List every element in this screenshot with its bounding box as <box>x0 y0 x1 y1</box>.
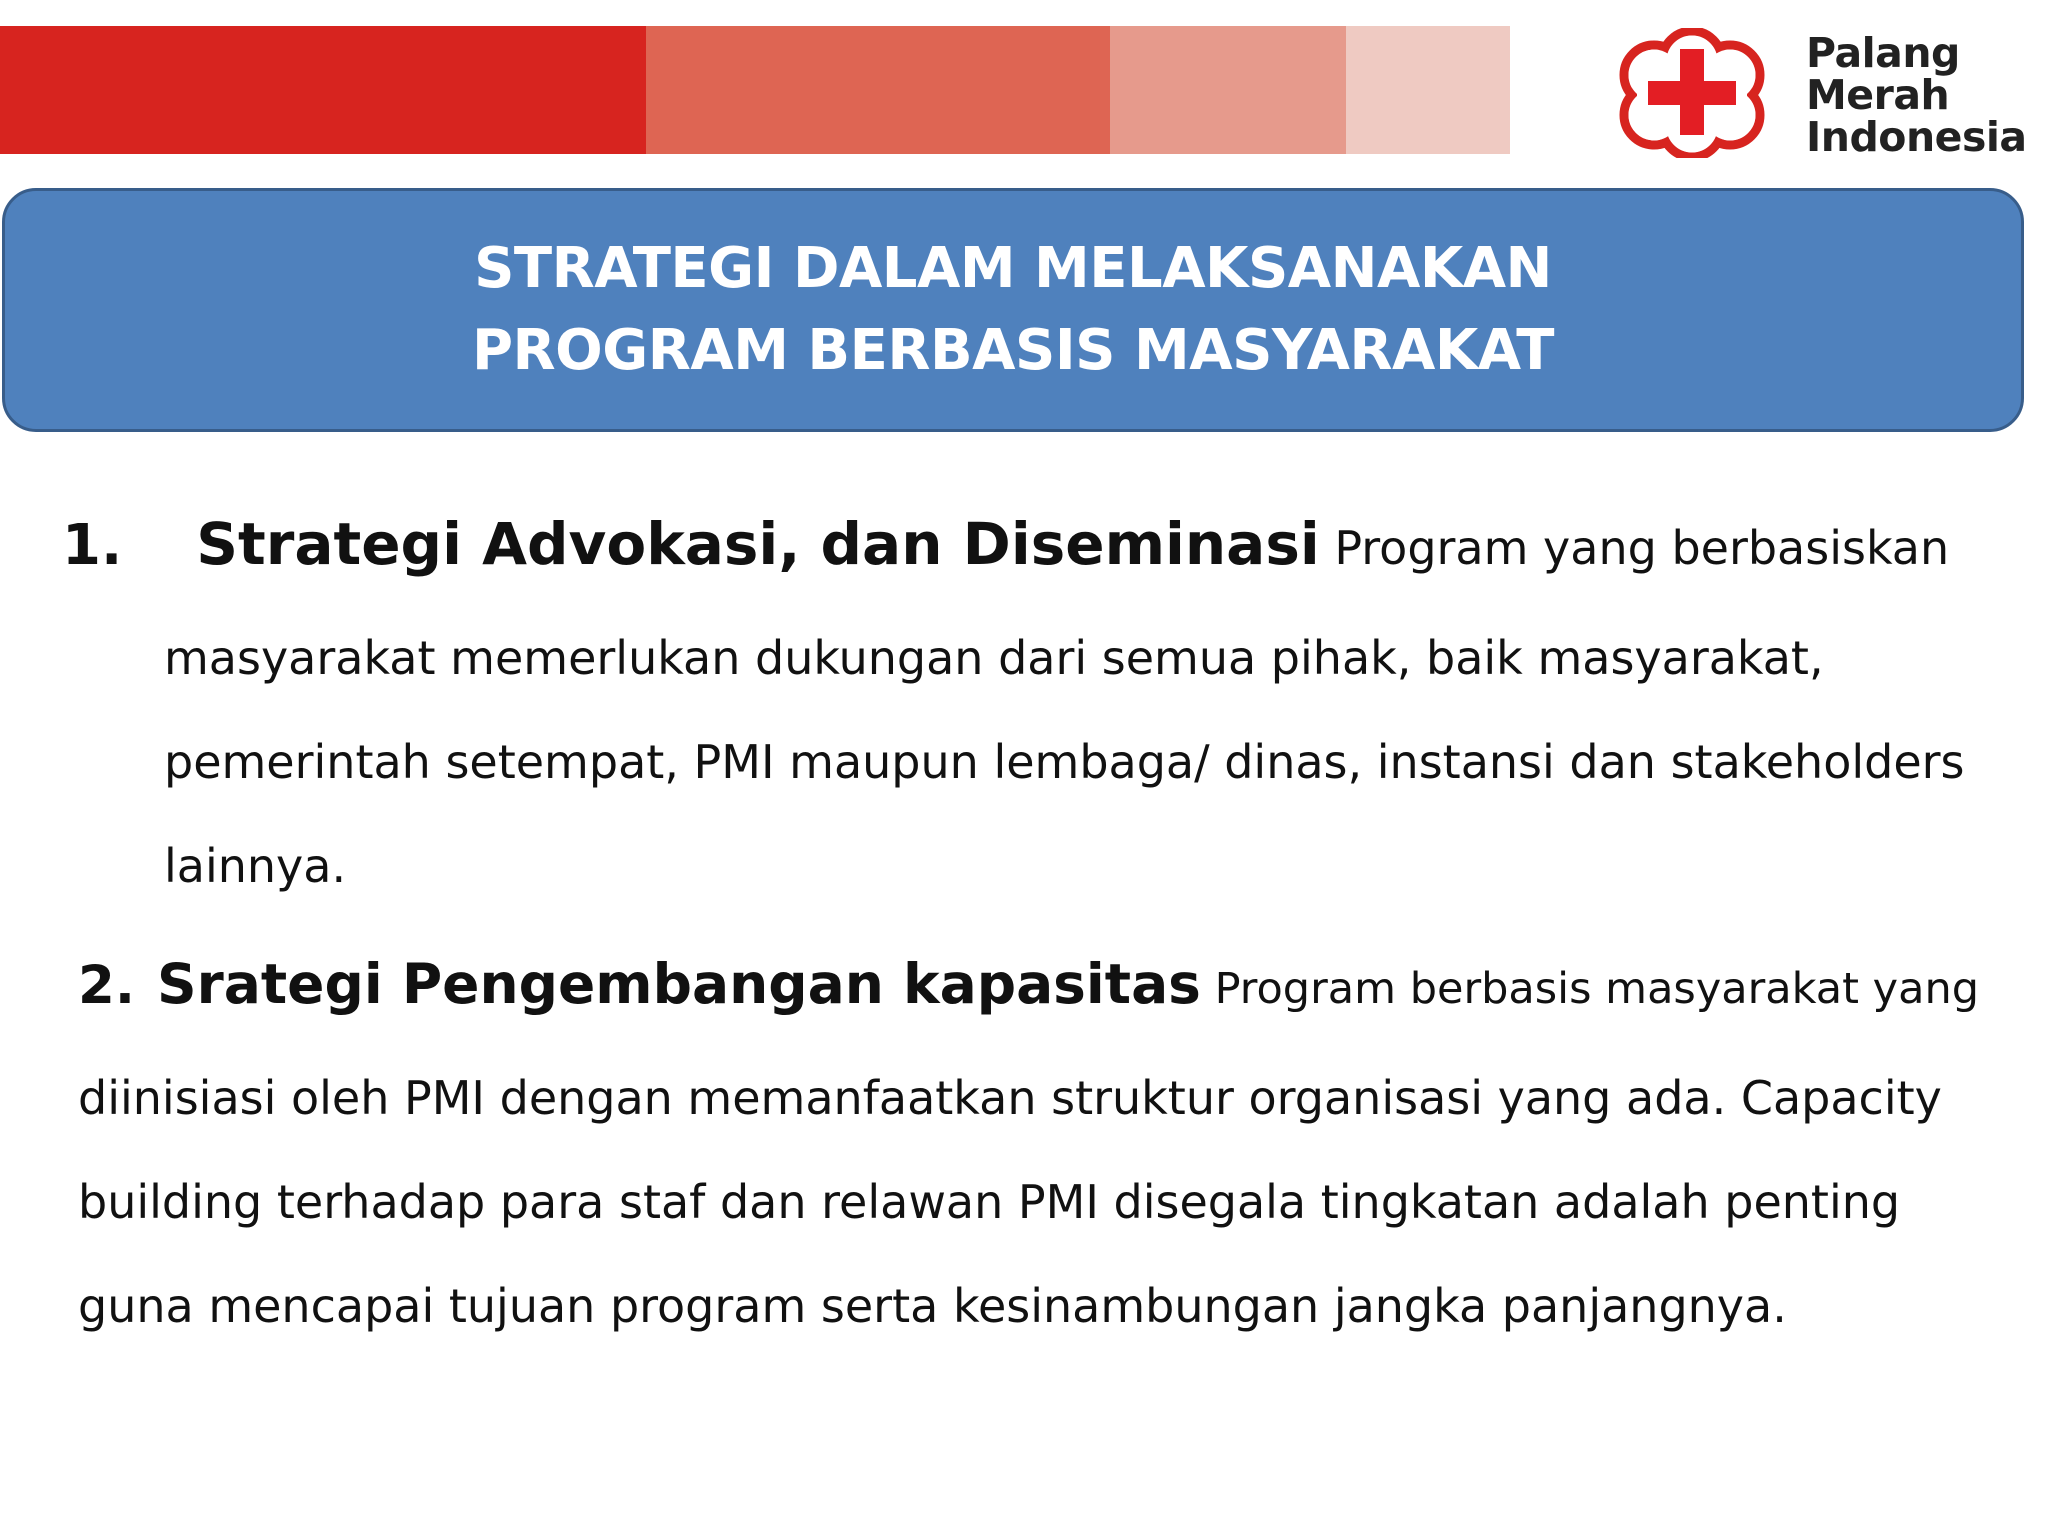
logo-text-line1: Palang <box>1806 29 1960 77</box>
list-item-2-text-line1: Program berbasis masyarakat yang <box>1214 964 1980 1014</box>
list-item-2-text-line2: diinisiasi oleh PMI dengan memanfaatkan struktur organisasi yang ada. Capacity <box>78 1071 1942 1125</box>
logo-text-line2: Merah <box>1806 71 1950 119</box>
list-item-2-text-line3: building terhadap para staf dan relawan PMI disegala tingkatan adalah penting <box>78 1175 1901 1229</box>
list-item-1-text-line1: Program yang berbasiskan <box>1334 521 1950 575</box>
list-item-2-number: 2. <box>78 955 136 1016</box>
logo-text-line3: Indonesia <box>1806 113 2027 161</box>
list-item-2-heading: Srategi Pengembangan kapasitas <box>157 952 1201 1016</box>
list-item-1-first-line <box>62 510 1950 578</box>
list-item-2-first-line <box>78 954 1979 1019</box>
list-item-1-text-line2: masyarakat memerlukan dukungan dari semua pihak, baik masyarakat, <box>164 631 1824 685</box>
list-item-1-text-line4: lainnya. <box>164 839 347 893</box>
slide-title-line2: PROGRAM BERBASIS MASYARAKAT <box>472 318 1554 383</box>
slide-title-line1: STRATEGI DALAM MELAKSANAKAN <box>474 236 1552 301</box>
list-item-1-text-line3: pemerintah setempat, PMI maupun lembaga/ dinas, instansi dan stakeholders <box>164 735 1965 789</box>
list-item-1-number: 1. <box>62 513 123 578</box>
list-item-2-text-line4: guna mencapai tujuan program serta kesinambungan jangka panjangnya. <box>78 1279 1787 1333</box>
list-item-1-heading: Strategi Advokasi, dan Diseminasi <box>196 510 1320 578</box>
